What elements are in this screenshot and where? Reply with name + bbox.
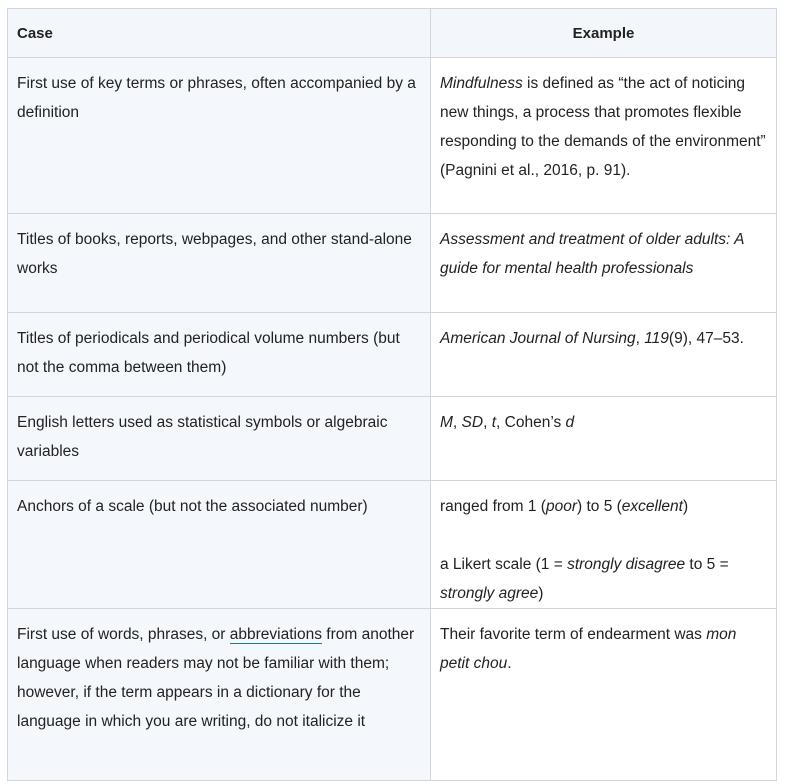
abbreviations-link[interactable]: abbreviations xyxy=(229,626,322,643)
example-line-1 xyxy=(440,492,767,521)
example-text: t xyxy=(491,414,497,431)
example-text: SD xyxy=(461,414,484,431)
example-line-2 xyxy=(440,550,767,608)
table-row xyxy=(8,609,777,781)
example-text: , xyxy=(635,330,645,347)
example-cell xyxy=(431,397,777,481)
example-text: (9), 47–53. xyxy=(668,330,744,347)
example-text: , Cohen’s xyxy=(496,414,566,431)
example-text: ranged from 1 ( xyxy=(440,498,546,515)
header-row xyxy=(8,9,777,58)
table-row xyxy=(8,58,777,214)
example-text: M xyxy=(440,414,453,431)
example-cell xyxy=(431,58,777,214)
paragraph-gap xyxy=(440,521,767,550)
header-example: Example xyxy=(431,9,777,58)
italics-usage-table xyxy=(7,8,777,781)
table-row xyxy=(8,313,777,397)
example-cell xyxy=(431,313,777,397)
case-cell: Titles of books, reports, webpages, and other stand-alone works xyxy=(8,214,431,313)
example-text: ) xyxy=(538,585,544,602)
example-text: strongly agree xyxy=(440,585,539,602)
case-cell: English letters used as statistical symbols or algebraic variables xyxy=(8,397,431,481)
example-text: ) xyxy=(682,498,689,515)
case-text: from another language when readers may not be familiar with them; however, if the term appears in a dictionary for the language in which you are writing, do not italicize it xyxy=(17,626,415,730)
example-cell xyxy=(431,214,777,313)
example-text: Their favorite term of endearment was xyxy=(440,626,707,643)
header-case: Case xyxy=(8,9,431,58)
example-text: strongly disagree xyxy=(567,556,686,573)
table-row xyxy=(8,214,777,313)
case-cell: Anchors of a scale (but not the associated number) xyxy=(8,481,431,609)
example-text: Assessment and treatment of older adults: A guide for mental health professionals xyxy=(440,231,744,277)
example-text: ) to 5 ( xyxy=(577,498,622,515)
example-text: , xyxy=(483,414,492,431)
example-text: d xyxy=(565,414,575,431)
example-text: a Likert scale (1 = xyxy=(440,556,568,573)
case-cell xyxy=(8,609,431,781)
example-text: excellent xyxy=(621,498,683,515)
example-cell xyxy=(431,609,777,781)
case-cell: First use of key terms or phrases, often accompanied by a definition xyxy=(8,58,431,214)
example-text: to 5 = xyxy=(685,556,729,573)
example-text: 119 xyxy=(644,330,669,347)
example-text: American Journal of Nursing xyxy=(440,330,636,347)
example-text: is defined as “the act of noticing new things, a process that promotes flexible responding to the demands of the environment” (Pagnini et al., 2016, p. 91). xyxy=(440,75,766,179)
example-text: Mindfulness xyxy=(440,75,523,92)
example-text: mon petit chou xyxy=(440,626,737,672)
example-cell xyxy=(431,481,777,609)
table-row xyxy=(8,397,777,481)
example-text: . xyxy=(507,655,512,672)
example-text: , xyxy=(452,414,462,431)
example-text: poor xyxy=(545,498,577,515)
table-row xyxy=(8,481,777,609)
case-cell: Titles of periodicals and periodical volume numbers (but not the comma between them) xyxy=(8,313,431,397)
case-text: First use of words, phrases, or xyxy=(17,626,230,643)
